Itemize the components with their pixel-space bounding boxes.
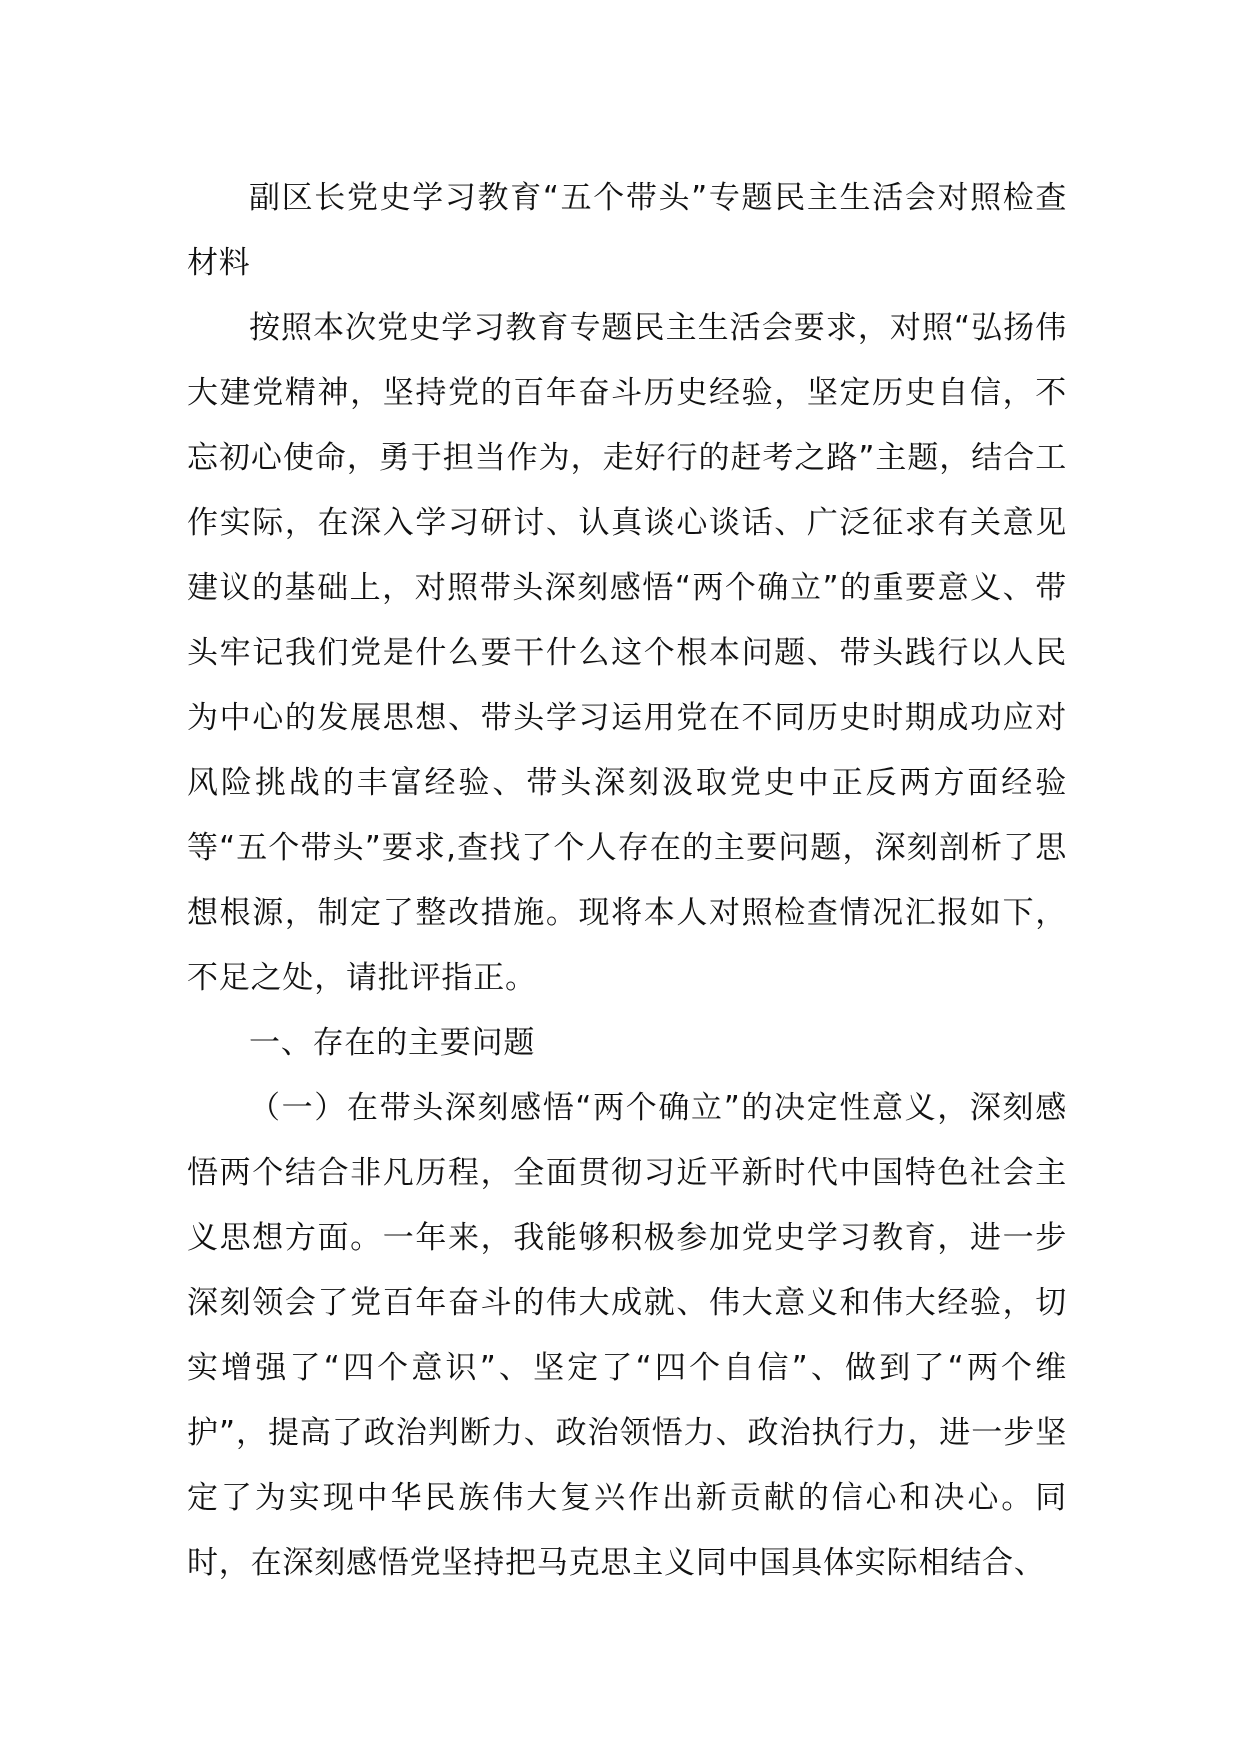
section-paragraph: （一）在带头深刻感悟“两个确立”的决定性意义，深刻感悟两个结合非凡历程，全面贯彻习近平新时代中国特色社会主义思想方面。一年来，我能够积极参加党史学习教育，进一步深刻领会了党百年奋斗的伟大成就、伟大意义和伟大经验，切实增强了“四个意识”、坚定了“四个自信”、做到了“两个维护”，提高了政治判断力、政治领悟力、政治执行力，进一步坚定了为实现中华民族伟大复兴作出新贡献的信心和决心。同时，在深刻感悟党坚持把马克思主义同中国具体实际相结合、 — [187, 1090, 1067, 1581]
intro-paragraph: 按照本次党史学习教育专题民主生活会要求，对照“弘扬伟大建党精神，坚持党的百年奋斗历史经验，坚定历史自信，不忘初心使命，勇于担当作为，走好行的赶考之路”主题，结合工作实际，在深入学习研讨、认真谈心谈话、广泛征求有关意见建议的基础上，对照带头深刻感悟“两个确立”的重要意义、带头牢记我们党是什么要干什么这个根本问题、带头践行以人民为中心的发展思想、带头学习运用党在不同历史时期成功应对风险挑战的丰富经验、带头深刻汲取党史中正反两方面经验等“五个带头”要求,查找了个人存在的主要问题，深刻剖析了思想根源，制定了整改措施。现将本人对照检查情况汇报如下，不足之处，请批评指正。 — [187, 310, 1067, 996]
document-body — [187, 166, 1067, 1596]
document-title: 副区长党史学习教育“五个带头”专题民主生活会对照检查材料 — [187, 180, 1067, 281]
section-heading: 一、存在的主要问题 — [249, 1025, 536, 1061]
